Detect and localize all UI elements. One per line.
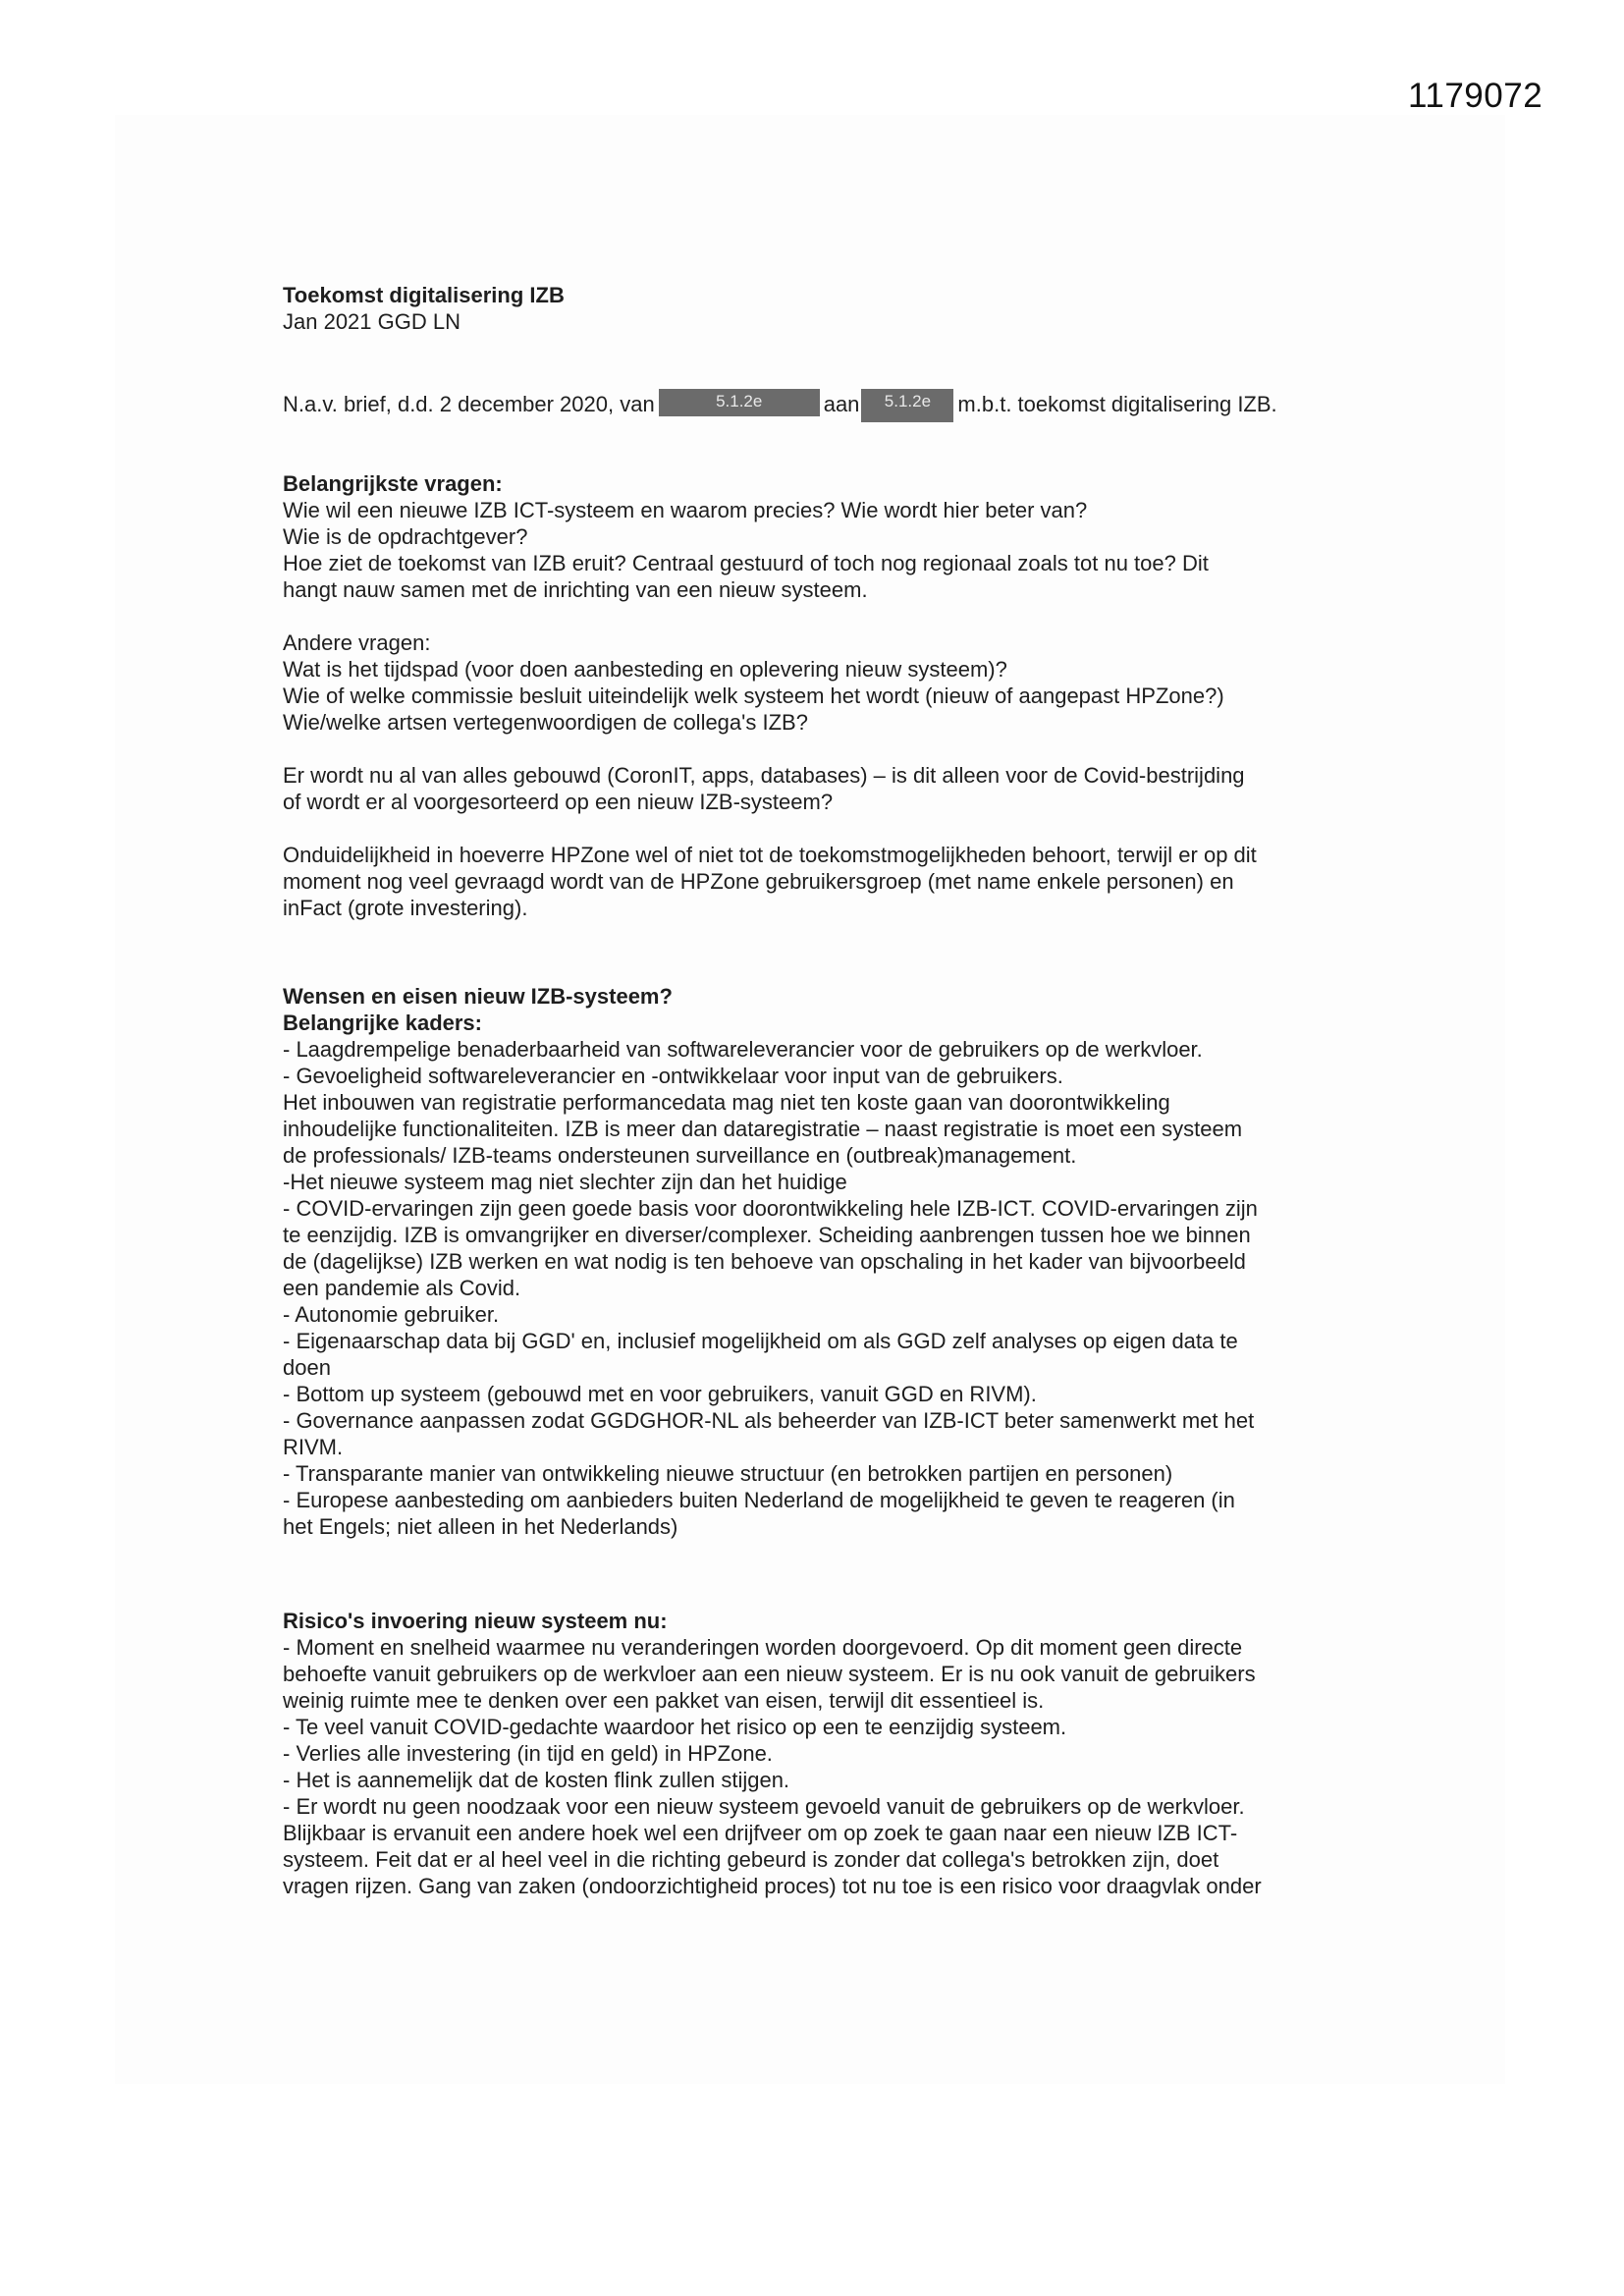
intro-prefix: N.a.v. brief, d.d. 2 december 2020, van — [283, 391, 655, 416]
text-line: of wordt er al voorgesorteerd op een nieuw IZB-systeem? — [283, 790, 834, 814]
text-line: Wie is de opdrachtgever? — [283, 524, 528, 549]
text-line: Wie of welke commissie besluit uiteindelijk welk systeem het wordt (nieuw of aangepast HPZone?) — [283, 683, 1224, 708]
section-heading-main-questions: Belangrijkste vragen: — [283, 471, 503, 496]
document-title: Toekomst digitalisering IZB — [283, 283, 565, 307]
text-line: - Moment en snelheid waarmee nu veranderingen worden doorgevoerd. Op dit moment geen directe — [283, 1635, 1243, 1660]
text-line: - Governance aanpassen zodat GGDGHOR-NL als beheerder van IZB-ICT beter samenwerkt met het — [283, 1408, 1255, 1433]
text-line: - Laagdrempelige benaderbaarheid van softwareleverancier voor de gebruikers op de werkvloer. — [283, 1037, 1203, 1062]
text-line: -Het nieuwe systeem mag niet slechter zijn dan het huidige — [283, 1170, 847, 1194]
text-line: te eenzijdig. IZB is omvangrijker en diverser/complexer. Scheiding aanbrengen tussen hoe we binnen — [283, 1223, 1251, 1247]
document-subtitle: Jan 2021 GGD LN — [283, 309, 460, 334]
redaction-box: 5.1.2e — [659, 389, 820, 416]
text-line: hangt nauw samen met de inrichting van een nieuw systeem. — [283, 577, 868, 602]
text-line: - Het is aannemelijk dat de kosten flink zullen stijgen. — [283, 1768, 790, 1792]
text-line: Wie wil een nieuwe IZB ICT-systeem en waarom precies? Wie wordt hier beter van? — [283, 498, 1088, 522]
text-line: RIVM. — [283, 1435, 344, 1459]
text-line: Hoe ziet de toekomst van IZB eruit? Centraal gestuurd of toch nog regionaal zoals tot nu toe? Dit — [283, 551, 1209, 575]
text-line: - Er wordt nu geen noodzaak voor een nieuw systeem gevoeld vanuit de gebruikers op de werkvloer. — [283, 1794, 1245, 1819]
text-line: - Bottom up systeem (gebouwd met en voor gebruikers, vanuit GGD en RIVM). — [283, 1382, 1037, 1406]
text-line: Onduidelijkheid in hoeverre HPZone wel of niet tot de toekomstmogelijkheden behoort, terwijl er op dit — [283, 843, 1257, 867]
text-line: behoefte vanuit gebruikers op de werkvloer aan een nieuw systeem. Er is nu ook vanuit de gebruikers — [283, 1662, 1256, 1686]
text-line: - Gevoeligheid softwareleverancier en -ontwikkelaar voor input van de gebruikers. — [283, 1064, 1063, 1088]
text-line: het Engels; niet alleen in het Nederlands) — [283, 1514, 678, 1539]
text-line: - Eigenaarschap data bij GGD' en, inclusief mogelijkheid om als GGD zelf analyses op eigen data te — [283, 1329, 1238, 1353]
section-subheading-frameworks: Belangrijke kaders: — [283, 1011, 482, 1035]
text-line: Wie/welke artsen vertegenwoordigen de collega's IZB? — [283, 710, 808, 735]
text-line: weinig ruimte mee te denken over een pakket van eisen, terwijl dit essentieel is. — [283, 1688, 1045, 1713]
text-line: vragen rijzen. Gang van zaken (ondoorzichtigheid proces) tot nu toe is een risico voor draagvlak onder — [283, 1874, 1262, 1898]
text-line: - Autonomie gebruiker. — [283, 1302, 500, 1327]
text-line: - COVID-ervaringen zijn geen goede basis voor doorontwikkeling hele IZB-ICT. COVID-ervaringen zijn — [283, 1196, 1258, 1221]
text-line: Wat is het tijdspad (voor doen aanbesteding en oplevering nieuw systeem)? — [283, 657, 1007, 682]
text-line: inFact (grote investering). — [283, 896, 528, 920]
text-line: moment nog veel gevraagd wordt van de HPZone gebruikersgroep (met name enkele personen) en — [283, 869, 1234, 894]
text-line: de (dagelijkse) IZB werken en wat nodig is ten behoeve van opschaling in het kader van bijvoorbeeld — [283, 1249, 1246, 1274]
intro-middle: aan — [823, 391, 860, 416]
section-heading-requirements: Wensen en eisen nieuw IZB-systeem? — [283, 984, 673, 1009]
section-heading-risks: Risico's invoering nieuw systeem nu: — [283, 1609, 668, 1633]
text-line: - Verlies alle investering (in tijd en geld) in HPZone. — [283, 1741, 773, 1766]
intro-suffix: m.b.t. toekomst digitalisering IZB. — [957, 391, 1277, 416]
redaction-box: 5.1.2e — [861, 389, 953, 422]
text-line: systeem. Feit dat er al heel veel in die richting gebeurd is zonder dat collega's betrokken zijn, doet — [283, 1847, 1219, 1872]
text-line: - Europese aanbesteding om aanbieders buiten Nederland de mogelijkheid te geven te reageren (in — [283, 1488, 1235, 1512]
text-line: Het inbouwen van registratie performancedata mag niet ten koste gaan van doorontwikkeling — [283, 1090, 1170, 1115]
intro-line — [283, 389, 1277, 422]
text-line: - Transparante manier van ontwikkeling nieuwe structuur (en betrokken partijen en personen) — [283, 1461, 1173, 1486]
text-line: inhoudelijke functionaliteiten. IZB is meer dan dataregistratie – naast registratie is moet een systeem — [283, 1117, 1243, 1141]
text-line: Blijkbaar is ervanuit een andere hoek wel een drijfveer om op zoek te gaan naar een nieuw IZB ICT- — [283, 1821, 1238, 1845]
section-heading-other-questions: Andere vragen: — [283, 630, 431, 655]
text-line: Er wordt nu al van alles gebouwd (CoronIT, apps, databases) – is dit alleen voor de Covid-bestrijding — [283, 763, 1245, 788]
text-line: - Te veel vanuit COVID-gedachte waardoor het risico op een te eenzijdig systeem. — [283, 1715, 1067, 1739]
document-number: 1179072 — [1408, 77, 1543, 115]
text-line: doen — [283, 1355, 331, 1380]
text-line: een pandemie als Covid. — [283, 1276, 521, 1300]
text-line: de professionals/ IZB-teams ondersteunen surveillance en (outbreak)management. — [283, 1143, 1077, 1168]
